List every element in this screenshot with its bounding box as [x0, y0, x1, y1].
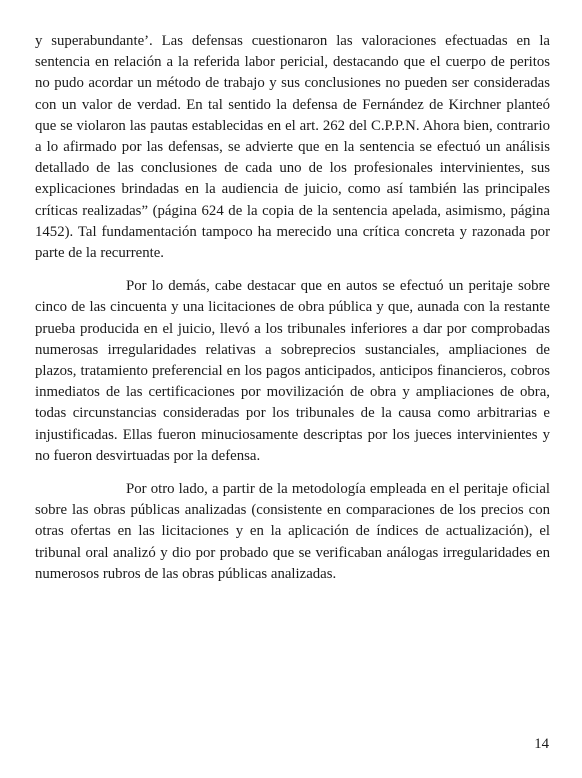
- paragraph-3: Por otro lado, a partir de la metodología empleada en el peritaje oficial sobre las obras públicas analizadas (consistente en comparaciones de los precios con otras ofertas en las licitaciones y en la aplicación de índices de actualización), el tribunal oral analizó y dio por probado que se verificaban análogas irregularidades en numerosos rubros de las obras públicas analizadas.: [35, 481, 550, 582]
- paragraph-1: y superabundante’. Las defensas cuestionaron las valoraciones efectuadas en la sentencia en relación a la referida labor pericial, destacando que el cuerpo de peritos no pudo acordar un método de trabajo y sus conclusiones no pueden ser consideradas con un valor de verdad. En tal sentido la defensa de Fernández de Kirchner planteó que se violaron las pautas establecidas en el art. 262 del C.P.P.N. Ahora bien, contrario a lo afirmado por las defensas, se advierte que en la sentencia se efectuó un análisis detallado de las conclusiones de cada uno de los profesionales intervinientes, sus explicaciones brindadas en la audiencia de juicio, como así también las principales críticas realizadas” (página 624 de la copia de la sentencia apelada, asimismo, página 1452). Tal fundamentación tampoco ha merecido una crítica concreta y razonada por parte de la recurrente.: [35, 33, 550, 262]
- page-number: 14: [534, 736, 549, 752]
- document-body: [35, 31, 550, 597]
- paragraph-2: Por lo demás, cabe destacar que en autos se efectuó un peritaje sobre cinco de las cincuenta y una licitaciones de obra pública y que, aunada con la restante prueba producida en el juicio, llevó a los tribunales inferiores a dar por comprobadas numerosas irregularidades relativas a sobreprecios sustanciales, ampliaciones de plazos, tratamiento preferencial en los pagos anticipados, anticipos financieros, cobros inmediatos de las certificaciones por movilización de obra y ampliaciones de obra, todas circunstancias consideradas por los tribunales de la causa como arbitrarias e injustificadas. Ellas fueron minuciosamente descriptas por los jueces intervinientes y no fueron desvirtuadas por la defensa.: [35, 278, 550, 464]
